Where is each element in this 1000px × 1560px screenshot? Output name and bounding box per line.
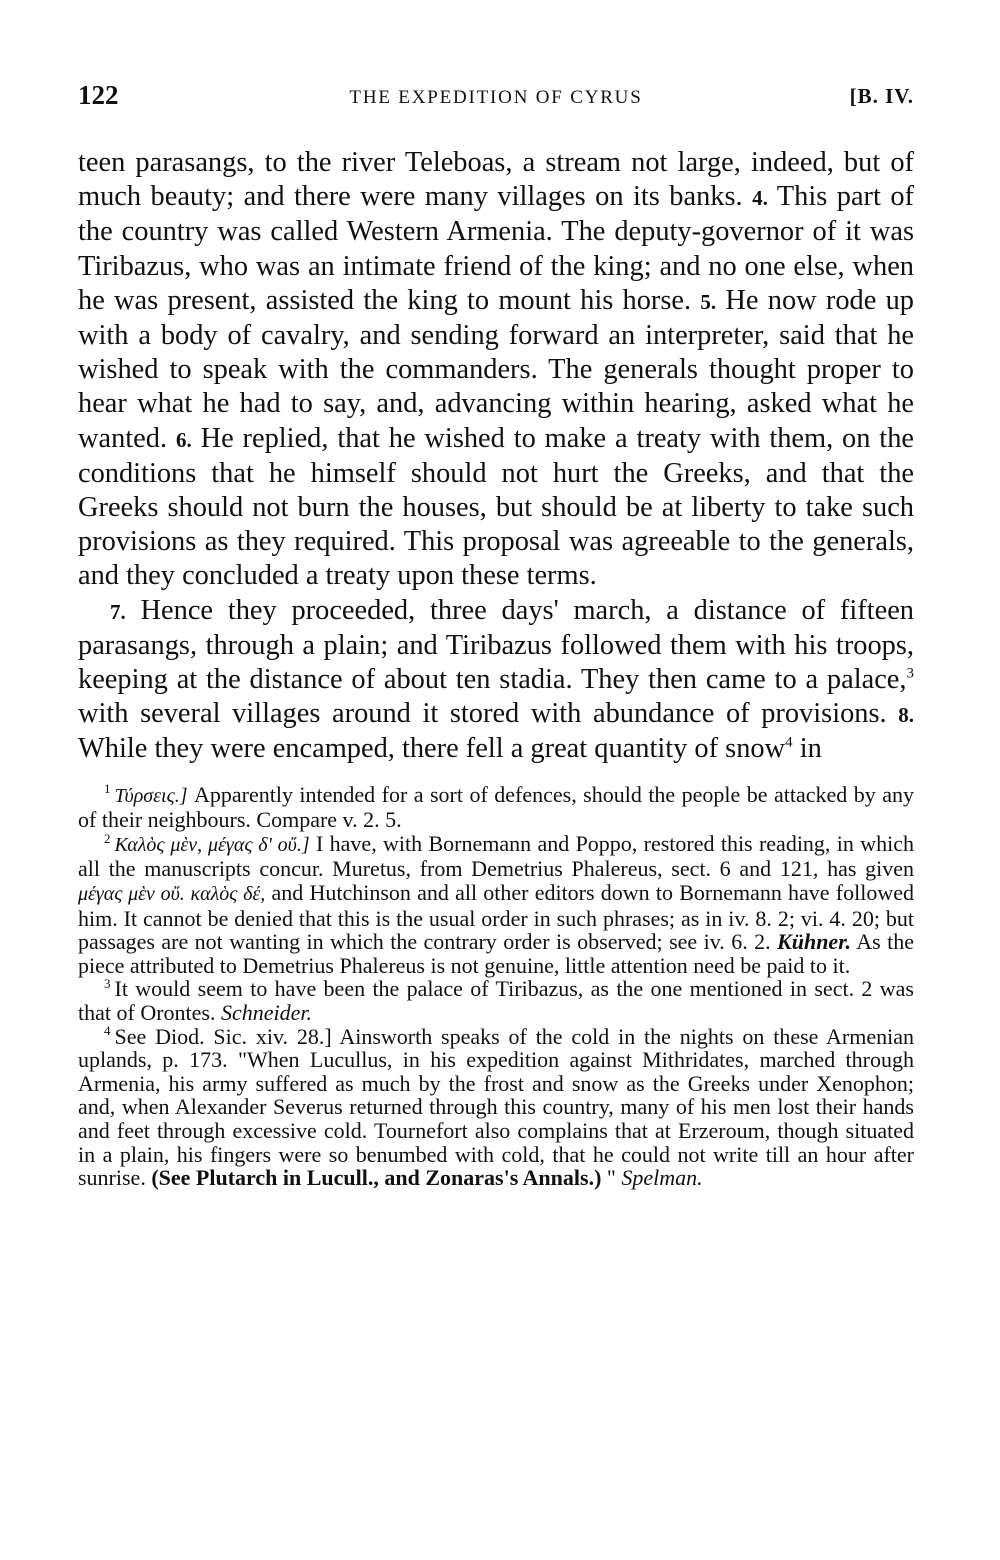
section-number: 8. (898, 703, 914, 728)
main-text (78, 146, 914, 767)
book-page (78, 80, 914, 1190)
paragraph-1: teen parasangs, to the river Teleboas, a stream not large, indeed, but of much beauty; and there were many villages on its banks. 4. This part of the country was called Western Armenia. The deputy-governor of it was Tiribazus, who was an intimate friend of the king; and no one else, when he was present, assisted the king to mount his horse. 5. He now rode up with a body of cavalry, and sending forward an interpreter, said that he wished to speak with the commanders. The generals thought proper to hear what he had to say, and, advancing within hearing, asked what he wanted. 6. He replied, that he wished to make a treaty with them, on the conditions that he himself should not hurt the Greeks, and that the Greeks should not burn the houses, but should be at liberty to take such provisions as they required. This proposal was agreeable to the generals, and they concluded a treaty upon these terms. (78, 147, 915, 592)
section-number: 7. (110, 599, 126, 624)
footnotes (78, 783, 914, 1190)
section-number: 6. (175, 427, 192, 452)
section-number: 4. (752, 186, 768, 211)
footnote-1: $^1$ Τύρσεις.] Apparently intended for a sort of defences, should the people be attacked by any of their neighbours. Compare v. 2. 5. (78, 781, 914, 833)
page-header (78, 80, 914, 124)
running-title: THE EXPEDITION OF CYRUS (349, 87, 643, 108)
footnote-2: $^2$ Καλὸς μὲν, μέγας δ' οὔ.] I have, with Bornemann and Poppo, restored this reading, in which all the manuscripts concur. Muretus, from Demetrius Phalereus, sect. 6 and 121, has given μέγας μὲν οὔ. καλὸς δέ, and Hutchinson and all other editors down to Bornemann have followed him. It cannot be denied that this is the usual order in such phrases; as in iv. 8. 2; vi. 4. 20; but passages are not wanting in which the contrary order is observed; see iv. 6. 2. Kühner. As the piece attributed to Demetrius Phalereus is not genuine, little attention need be paid to it. (78, 830, 914, 978)
footnote-ref-4: 4 (785, 734, 793, 751)
footnote-ref-3: 3 (906, 665, 914, 682)
author-attribution: Kühner. (777, 929, 852, 955)
page-number: 122 (78, 80, 119, 110)
section-number: 5. (700, 289, 717, 314)
book-reference: [B. IV. (849, 84, 914, 108)
footnote-3: $^3$ It would seem to have been the palace of Tiribazus, as the one mentioned in sect. 2 was that of Orontes. Schneider. (78, 976, 914, 1025)
footnote-4: $^4$ See Diod. Sic. xiv. 28.] Ainsworth speaks of the cold in the nights on these Armenian uplands, p. 173. "When Lucullus, in his expedition against Mithridates, marched through Armenia, his army suffered as much by the frost and snow as the Greeks under Xenophon; and, when Alexander Severus returned through this country, many of his men lost their hands and feet through excessive cold. Tournefort also complains that at Erzeroum, though situated in a plain, his fingers were so benumbed with cold, that he could not write till an hour after sunrise. (See Plutarch in Lucull., and Zonaras's Annals.) " Spelman. (78, 1023, 914, 1191)
author-attribution: Spelman. (621, 1165, 703, 1191)
paragraph-2: 7. Hence they proceeded, three days' march, a distance of fifteen parasangs, through a plain; and Tiribazus followed them with his troops, keeping at the distance of about ten stadia. They then came to a palace,$^3$ with several villages around it stored with abundance of provisions. 8. While they were encamped, there fell a great quantity of snow$^4$ in (78, 594, 914, 765)
author-attribution: Schneider. (220, 1000, 312, 1025)
